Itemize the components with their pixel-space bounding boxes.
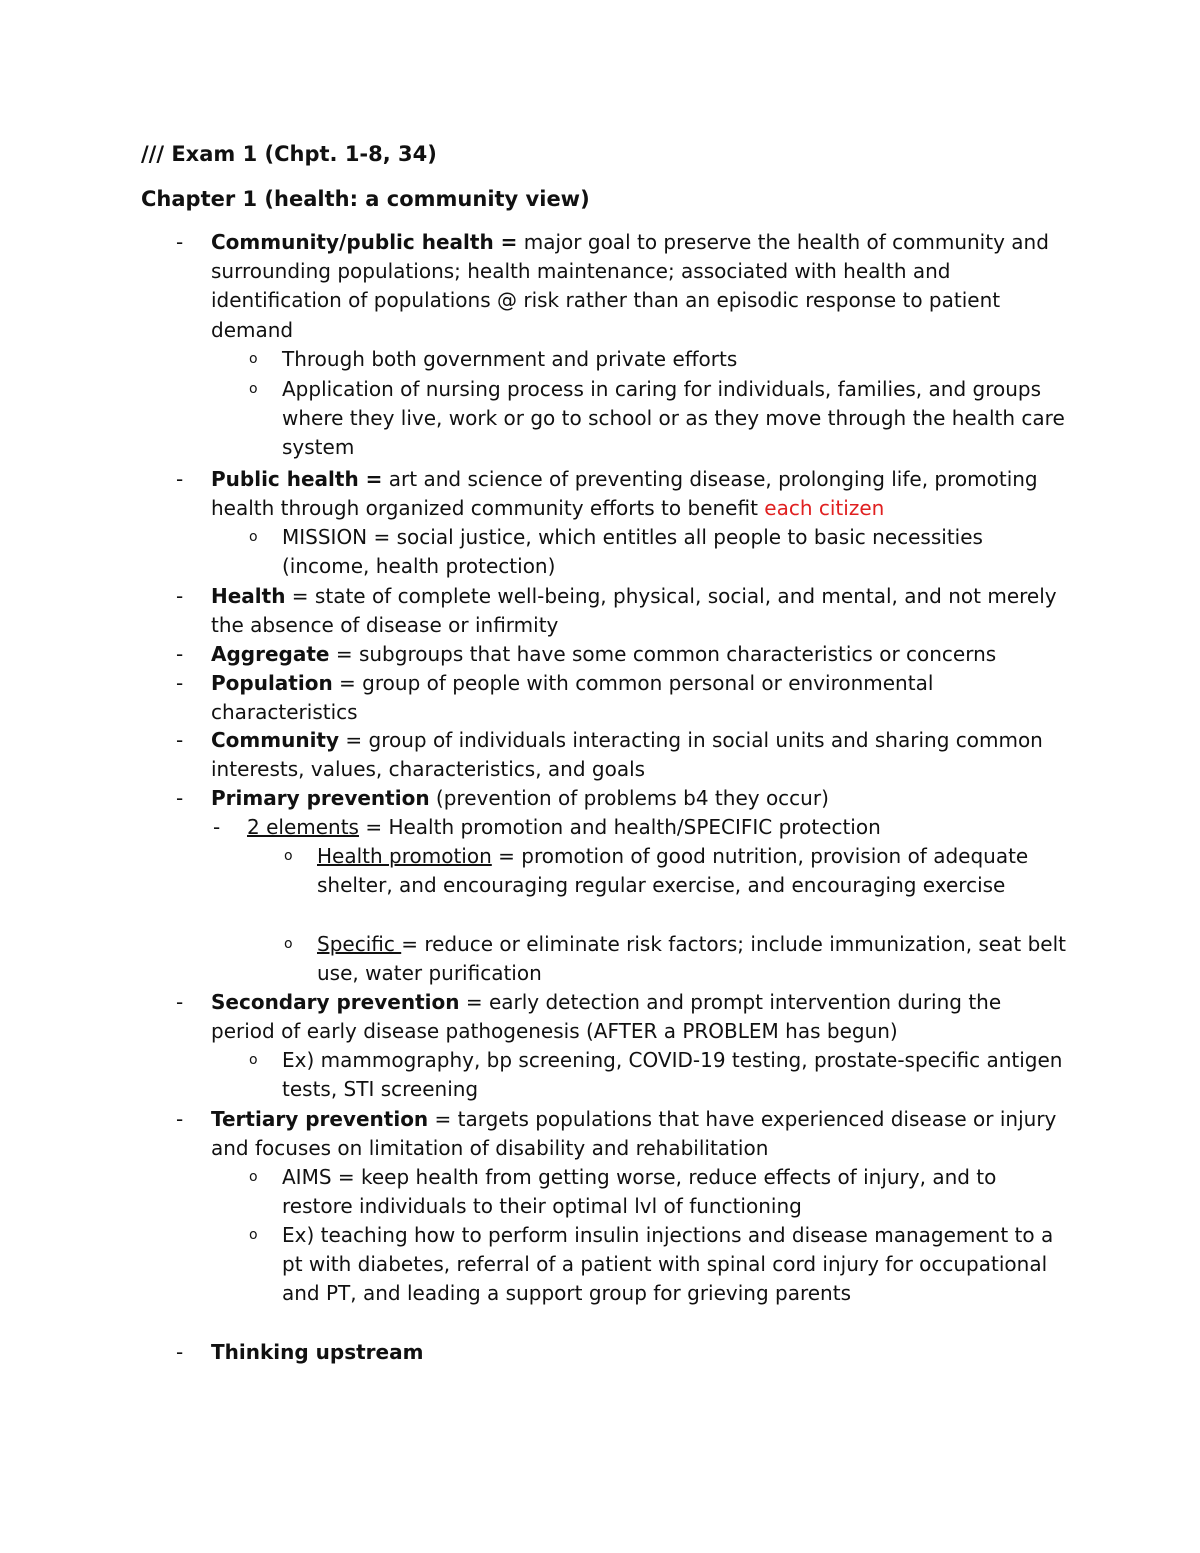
definition: = state of complete well-being, physical, social, and mental, and not merely the absence of disease or infirmity: [211, 584, 1057, 638]
list-item: [0, 582, 1071, 640]
list-item: o Ex) teaching how to perform insulin injections and disease management to a pt with diabetes, referral of a patient with spinal cord injury for occupational and PT, and leading a support group for grieving parents: [249, 1223, 1054, 1306]
list-item: [0, 930, 1067, 988]
circle-bullet: o: [249, 529, 258, 545]
dash-bullet: -: [176, 230, 184, 254]
term: Thinking upstream: [211, 1340, 424, 1364]
dash-bullet: -: [176, 990, 184, 1014]
list-item: [0, 1105, 1071, 1163]
term: Health: [211, 584, 286, 608]
list-item: [0, 640, 1071, 669]
term: Community: [211, 728, 340, 752]
term: Community/public health =: [211, 230, 518, 254]
circle-bullet: o: [284, 936, 293, 952]
definition: = Health promotion and health/SPECIFIC protection: [358, 815, 881, 839]
document-title: /// Exam 1 (Chpt. 1-8, 34): [141, 142, 437, 166]
dash-bullet: -: [176, 467, 184, 491]
term: Primary prevention: [211, 786, 430, 810]
list-item: o AIMS = keep health from getting worse, reduce effects of injury, and to restore individuals to their optimal lvl of functioning: [249, 1165, 997, 1219]
definition: = promotion of good nutrition, provision of adequate shelter, and encouraging regular exercise, and encouraging exercise: [317, 844, 1029, 898]
list-item: [0, 784, 1071, 813]
list-item: [0, 465, 1071, 523]
list-item: [0, 669, 1071, 726]
circle-bullet: o: [249, 381, 258, 397]
definition: major goal to preserve the health of community and surrounding populations; health maintenance; associated with health and identification of populations @ risk rather than an episodic response to patient demand: [211, 230, 1049, 342]
list-item: [0, 988, 1071, 1046]
list-item: [0, 1338, 1071, 1368]
dash-bullet: -: [176, 642, 184, 666]
definition: art and science of preventing disease, prolonging life, promoting health through organized community efforts to benefit: [211, 467, 1038, 521]
definition: = group of individuals interacting in social units and sharing common interests, values, characteristics, and goals: [211, 728, 1043, 782]
circle-bullet: o: [249, 1227, 258, 1243]
definition: = group of people with common personal or environmental characteristics: [211, 671, 934, 725]
list-item: o Through both government and private efforts: [0, 345, 1072, 375]
dash-bullet: -: [176, 1107, 184, 1131]
term: Tertiary prevention: [211, 1107, 429, 1131]
circle-bullet: o: [249, 351, 258, 367]
circle-bullet: o: [284, 848, 293, 864]
chapter-heading: Chapter 1 (health: a community view): [141, 187, 590, 211]
term: Aggregate: [211, 642, 330, 666]
dash-bullet: -: [213, 815, 221, 839]
bullet-list: [0, 228, 1200, 1368]
term: Population: [211, 671, 333, 695]
dash-bullet: -: [176, 728, 184, 752]
term: Secondary prevention: [211, 990, 460, 1014]
underlined-term: Specific: [317, 932, 402, 956]
dash-bullet: -: [176, 671, 184, 695]
definition: = reduce or eliminate risk factors; include immunization, seat belt use, water purification: [317, 932, 1066, 986]
list-item: [0, 842, 1067, 930]
list-item: [0, 813, 1067, 842]
dash-bullet: -: [176, 1340, 184, 1364]
definition: (prevention of problems b4 they occur): [429, 786, 829, 810]
definition: = early detection and prompt intervention during the period of early disease pathogenesis (AFTER a PROBLEM has begun): [211, 990, 1002, 1044]
highlighted-text: each citizen: [764, 496, 885, 521]
dash-bullet: -: [176, 584, 184, 608]
underlined-term: 2 elements: [247, 815, 359, 839]
list-item: [0, 726, 1071, 784]
underlined-term: Health promotion: [317, 844, 492, 868]
definition: = targets populations that have experienced disease or injury and focuses on limitation of disability and rehabilitation: [211, 1107, 1057, 1161]
list-item: o Application of nursing process in caring for individuals, families, and groups where they live, work or go to school or as they move through the health care system: [249, 377, 1065, 460]
list-item: [0, 228, 1071, 345]
circle-bullet: o: [249, 1169, 258, 1185]
list-item: o MISSION = social justice, which entitles all people to basic necessities (income, health protection): [249, 525, 983, 579]
term: Public health =: [211, 467, 383, 491]
dash-bullet: -: [176, 786, 184, 810]
circle-bullet: o: [249, 1052, 258, 1068]
definition: = subgroups that have some common characteristics or concerns: [329, 642, 997, 666]
list-item: o Ex) mammography, bp screening, COVID-19 testing, prostate-specific antigen tests, STI screening: [249, 1048, 1063, 1102]
